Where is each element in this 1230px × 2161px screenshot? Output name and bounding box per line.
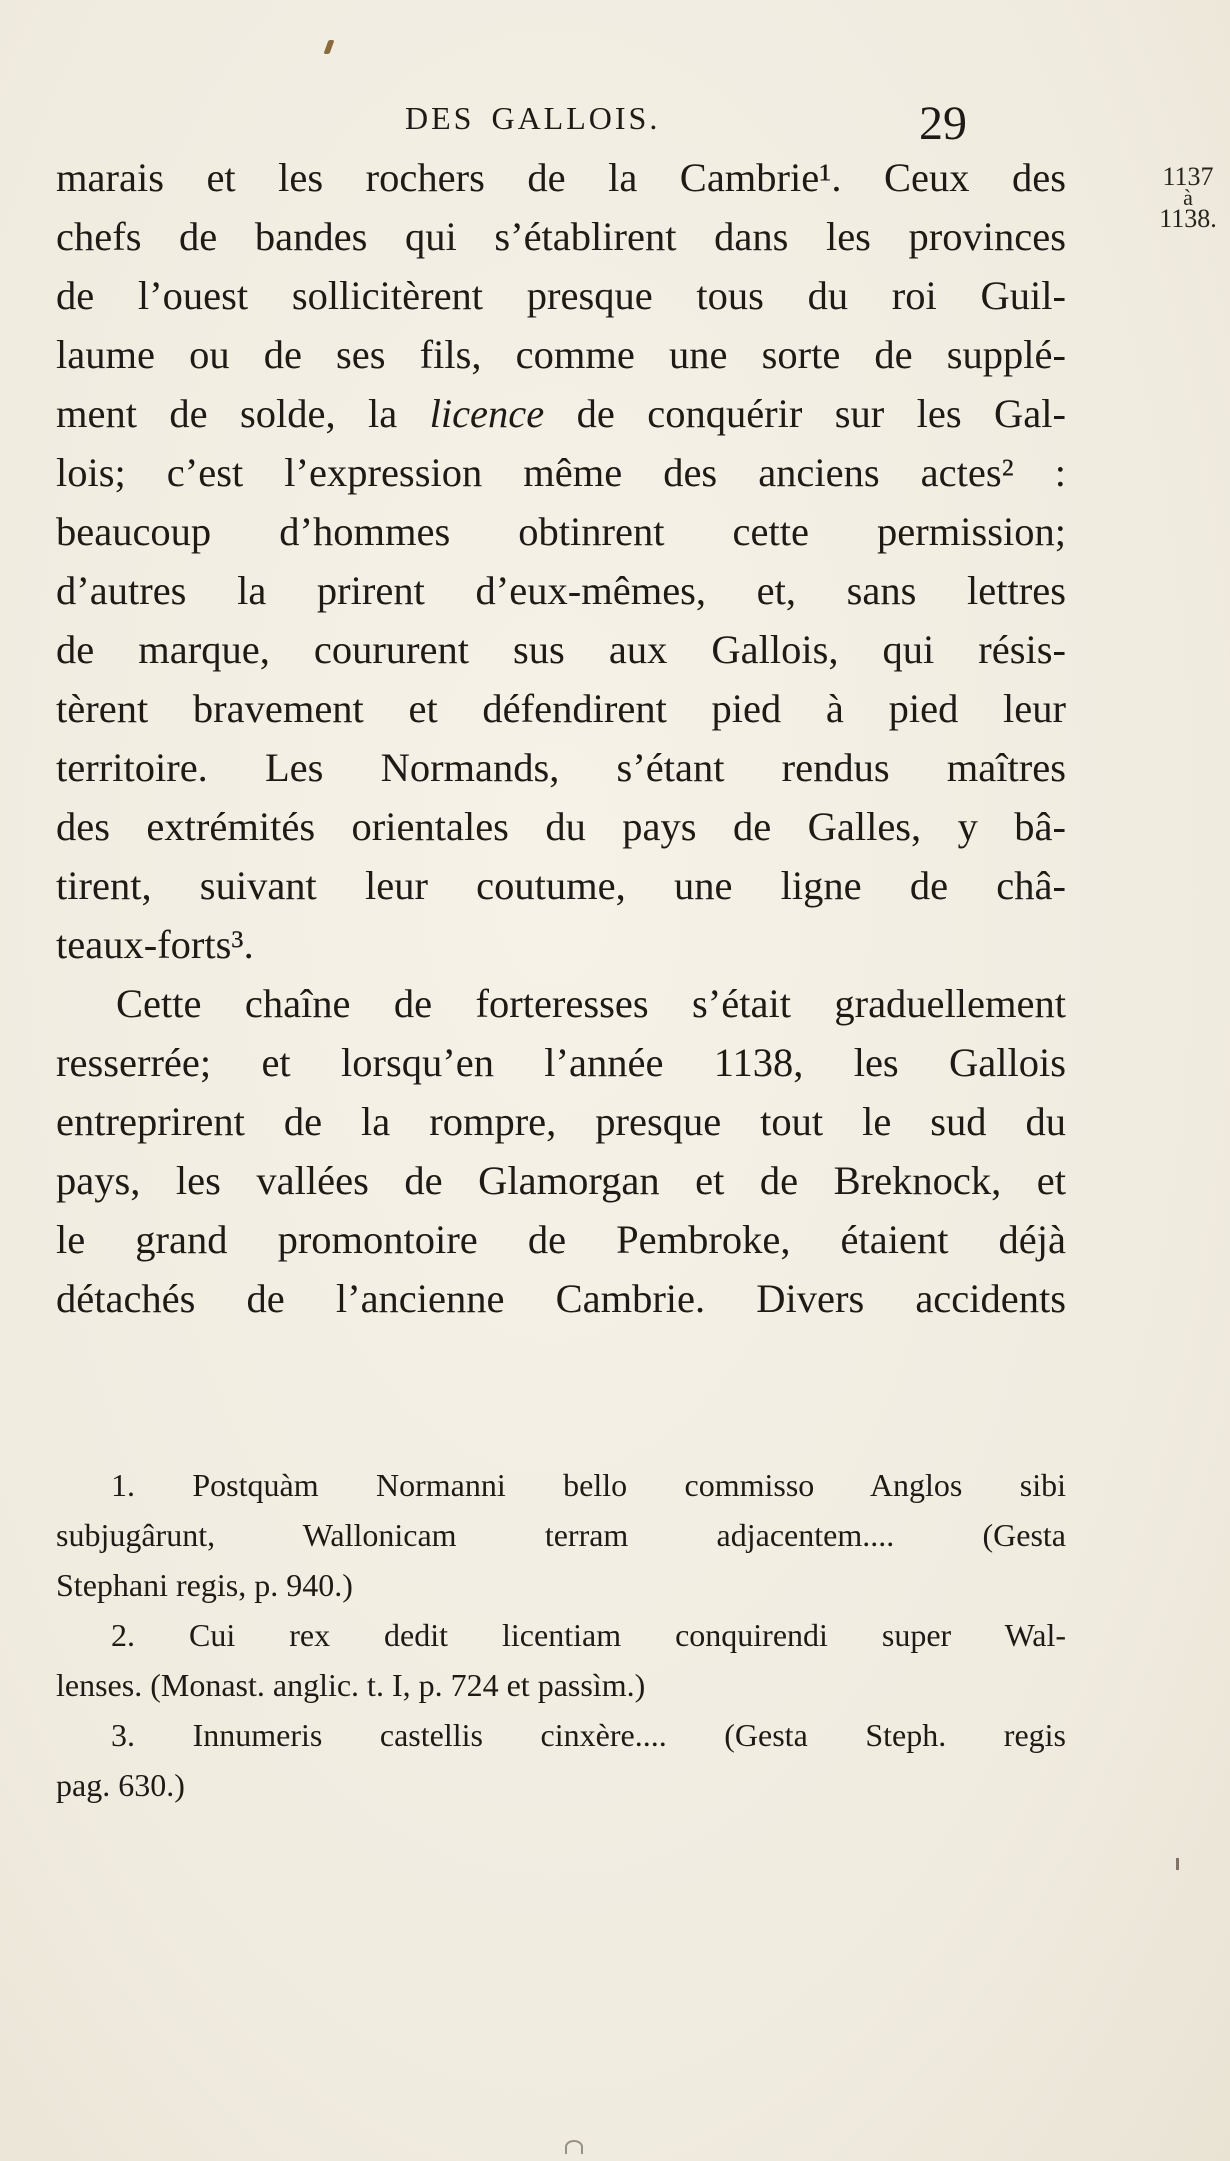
text-segment: de conquérir sur les Gal-	[544, 391, 1066, 436]
text-line: laume ou de ses fils, comme une sorte de supplé-	[56, 332, 1066, 377]
text-line: resserrée; et lorsqu’en l’année 1138, les Gallois	[56, 1040, 1066, 1085]
text-line: beaucoup d’hommes obtinrent cette permission;	[56, 509, 1066, 554]
margin-date-from: 1137	[1162, 162, 1214, 191]
text-line: détachés de l’ancienne Cambrie. Divers accidents	[56, 1276, 1066, 1321]
main-text	[56, 148, 1066, 1328]
footnote-line: pag. 630.)	[56, 1767, 185, 1803]
text-line: pays, les vallées de Glamorgan et de Breknock, et	[56, 1158, 1066, 1203]
text-line: d’autres la prirent d’eux-mêmes, et, sans lettres	[56, 568, 1066, 613]
italic-word: licence	[429, 391, 545, 436]
text-line: le grand promontoire de Pembroke, étaient déjà	[56, 1217, 1066, 1262]
text-line: territoire. Les Normands, s’étant rendus maîtres	[56, 745, 1066, 790]
text-line: de l’ouest sollicitèrent presque tous du roi Guil-	[56, 273, 1066, 318]
text-line: lois; c’est l’expression même des anciens actes² :	[56, 450, 1066, 495]
footnote-line: lenses. (Monast. anglic. t. I, p. 724 et passìm.)	[56, 1667, 646, 1703]
ink-mark	[323, 40, 334, 54]
text-line: entreprirent de la rompre, presque tout le sud du	[56, 1099, 1066, 1144]
text-line: chefs de bandes qui s’établirent dans les provinces	[56, 214, 1066, 259]
footnote-line: 1. Postquàm Normanni bello commisso Anglos sibi	[111, 1467, 1066, 1503]
text-line: teaux-forts³.	[56, 922, 254, 967]
footnote-line: 3. Innumeris castellis cinxère.... (Gesta Steph. regis	[111, 1717, 1066, 1753]
text-line-with-italic	[56, 384, 1066, 443]
footnotes	[56, 1460, 1066, 1810]
running-title: DES GALLOIS.	[405, 100, 661, 136]
text-segment: ment de solde, la	[56, 391, 430, 436]
margin-date-connector: à	[1183, 185, 1193, 210]
margin-date-note	[1148, 162, 1228, 233]
text-line: des extrémités orientales du pays de Galles, y bâ-	[56, 804, 1066, 849]
text-line: tèrent bravement et défendirent pied à pied leur	[56, 686, 1066, 731]
paragraph-start-line: Cette chaîne de forteresses s’était graduellement	[116, 981, 1066, 1026]
footnote-line: subjugârunt, Wallonicam terram adjacentem.... (Gesta	[56, 1517, 1066, 1553]
page-number: 29	[919, 97, 967, 150]
paper-speck	[565, 2140, 583, 2154]
margin-date-to: 1138.	[1159, 204, 1217, 233]
paper-speck	[1176, 1858, 1179, 1870]
text-line: de marque, coururent sus aux Gallois, qui résis-	[56, 627, 1066, 672]
footnote-line: Stephani regis, p. 940.)	[56, 1567, 353, 1603]
text-line: tirent, suivant leur coutume, une ligne de châ-	[56, 863, 1066, 908]
footnote-line: 2. Cui rex dedit licentiam conquirendi super Wal-	[111, 1617, 1066, 1653]
text-line: marais et les rochers de la Cambrie¹. Ceux des	[56, 155, 1066, 200]
